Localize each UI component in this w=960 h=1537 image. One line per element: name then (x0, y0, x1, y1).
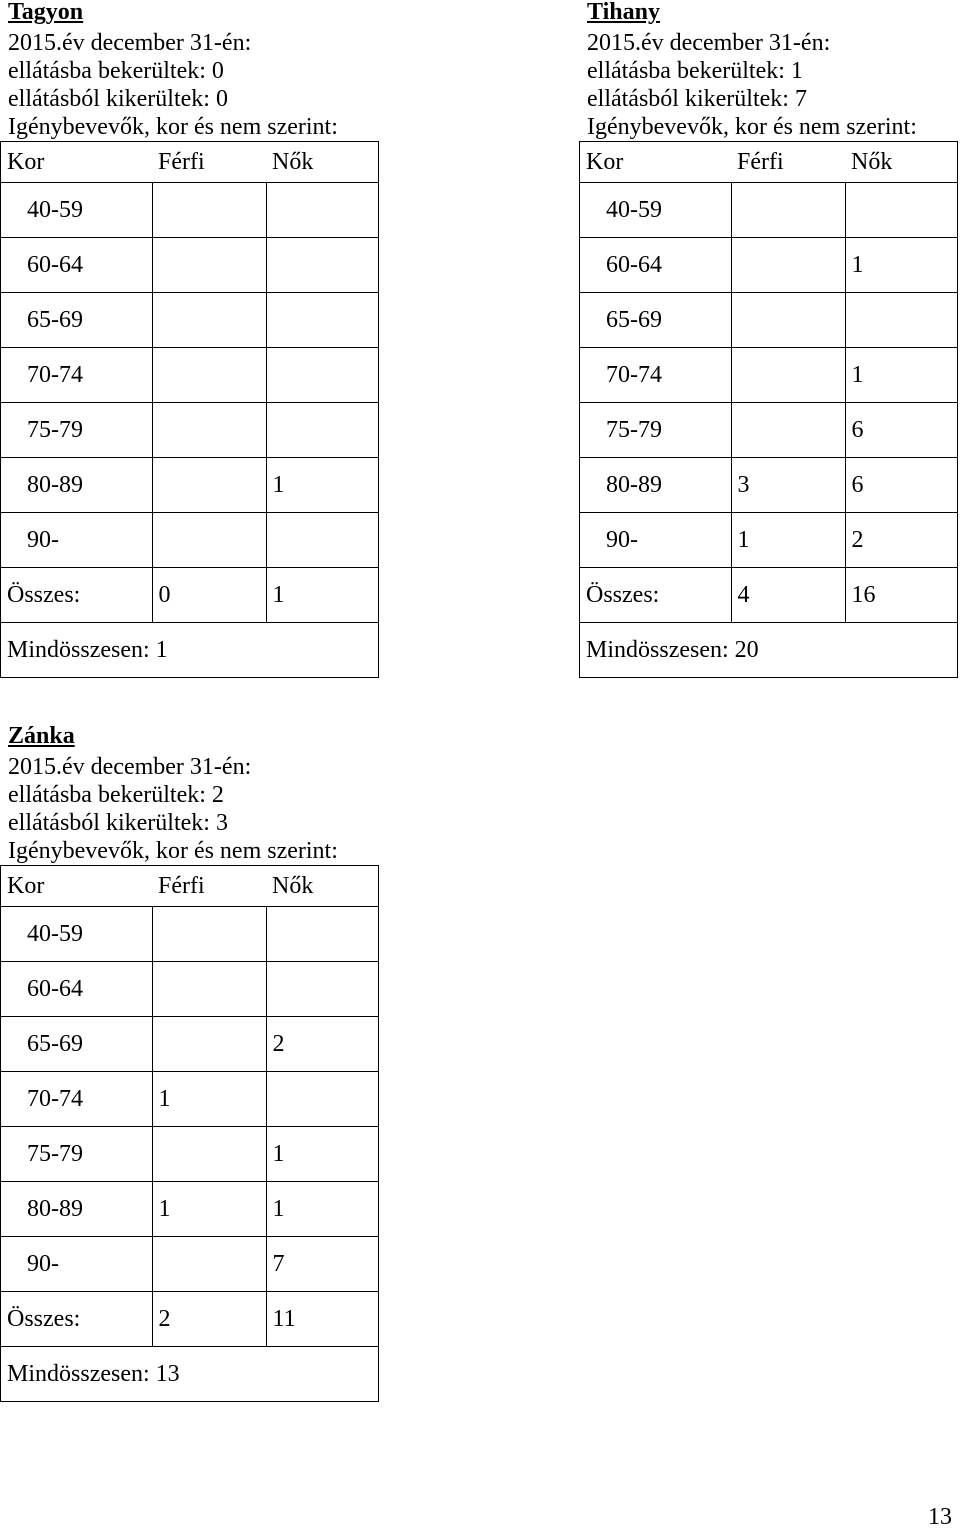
female-cell: 1 (266, 458, 379, 513)
male-cell (152, 458, 266, 513)
female-cell: 6 (845, 403, 958, 458)
male-cell (152, 962, 266, 1017)
male-cell (152, 238, 266, 293)
table-row (580, 293, 958, 348)
table-row (580, 513, 958, 568)
age-gender-table (0, 865, 379, 1402)
table-header-row (580, 142, 958, 183)
table-row (580, 348, 958, 403)
total-female: 16 (845, 568, 958, 623)
table-row (1, 513, 379, 568)
age-cell: 90- (1, 1237, 153, 1292)
female-cell (266, 907, 379, 962)
male-cell (152, 513, 266, 568)
table-row (1, 458, 379, 513)
male-cell (152, 1017, 266, 1072)
header-male: Férfi (152, 142, 266, 183)
table-row (1, 1237, 379, 1292)
table-row (580, 458, 958, 513)
table-row (1, 403, 379, 458)
female-cell (845, 183, 958, 238)
table-header-row (1, 866, 379, 907)
age-cell: 60-64 (1, 962, 153, 1017)
age-cell: 70-74 (1, 348, 153, 403)
table-row (1, 293, 379, 348)
age-cell: 40-59 (580, 183, 732, 238)
male-cell (152, 1127, 266, 1182)
female-cell (266, 238, 379, 293)
age-cell: 70-74 (1, 1072, 153, 1127)
male-cell: 3 (731, 458, 845, 513)
date-line: 2015.év december 31-én: (8, 30, 252, 56)
male-cell (152, 403, 266, 458)
total-row (1, 1292, 379, 1347)
table-row (1, 238, 379, 293)
total-male: 2 (152, 1292, 266, 1347)
table-row (1, 348, 379, 403)
entered-line: ellátásba bekerültek: 0 (8, 58, 224, 84)
grand-total: Mindösszesen: 1 (1, 623, 379, 678)
table-row (1, 1127, 379, 1182)
female-cell (266, 513, 379, 568)
header-female: Nők (845, 142, 958, 183)
total-label: Összes: (580, 568, 732, 623)
age-cell: 40-59 (1, 183, 153, 238)
total-row (1, 568, 379, 623)
settlement-section-1 (579, 0, 941, 678)
grand-total-row (580, 623, 958, 678)
settlement-section-0 (0, 0, 362, 678)
female-cell (266, 293, 379, 348)
male-cell (152, 1237, 266, 1292)
total-row (580, 568, 958, 623)
female-cell (266, 183, 379, 238)
table-row (1, 183, 379, 238)
age-cell: 65-69 (1, 1017, 153, 1072)
table-row (1, 1182, 379, 1237)
total-female: 1 (266, 568, 379, 623)
entered-line: ellátásba bekerültek: 1 (587, 58, 803, 84)
male-cell (731, 403, 845, 458)
settlement-title: Zánka (8, 723, 75, 749)
settlement-section-2 (0, 724, 362, 1402)
age-cell: 65-69 (580, 293, 732, 348)
grand-total-row (1, 1347, 379, 1402)
male-cell (731, 238, 845, 293)
header-male: Férfi (731, 142, 845, 183)
header-female: Nők (266, 142, 379, 183)
age-cell: 80-89 (580, 458, 732, 513)
female-cell: 1 (266, 1127, 379, 1182)
male-cell (152, 907, 266, 962)
table-row (1, 907, 379, 962)
age-cell: 60-64 (580, 238, 732, 293)
header-age: Kor (1, 142, 153, 183)
male-cell (152, 348, 266, 403)
table-row (580, 183, 958, 238)
total-male: 0 (152, 568, 266, 623)
male-cell: 1 (152, 1072, 266, 1127)
male-cell: 1 (152, 1182, 266, 1237)
recipients-line: Igénybevevők, kor és nem szerint: (8, 838, 338, 864)
table-header-row (1, 142, 379, 183)
settlement-title: Tihany (587, 0, 660, 25)
date-line: 2015.év december 31-én: (587, 30, 831, 56)
female-cell: 2 (845, 513, 958, 568)
female-cell (845, 293, 958, 348)
header-male: Férfi (152, 866, 266, 907)
female-cell: 2 (266, 1017, 379, 1072)
header-female: Nők (266, 866, 379, 907)
age-cell: 70-74 (580, 348, 732, 403)
table-row (1, 962, 379, 1017)
left-line: ellátásból kikerültek: 7 (587, 86, 807, 112)
age-cell: 80-89 (1, 1182, 153, 1237)
female-cell (266, 348, 379, 403)
recipients-line: Igénybevevők, kor és nem szerint: (8, 114, 338, 140)
male-cell (731, 183, 845, 238)
age-gender-table (0, 141, 379, 678)
left-line: ellátásból kikerültek: 3 (8, 810, 228, 836)
header-age: Kor (580, 142, 732, 183)
age-cell: 90- (580, 513, 732, 568)
total-label: Összes: (1, 568, 153, 623)
female-cell (266, 1072, 379, 1127)
age-cell: 65-69 (1, 293, 153, 348)
male-cell: 1 (731, 513, 845, 568)
female-cell: 1 (845, 348, 958, 403)
total-label: Összes: (1, 1292, 153, 1347)
total-male: 4 (731, 568, 845, 623)
table-row (1, 1072, 379, 1127)
grand-total-row (1, 623, 379, 678)
age-gender-table (579, 141, 958, 678)
total-female: 11 (266, 1292, 379, 1347)
male-cell (152, 293, 266, 348)
male-cell (731, 348, 845, 403)
age-cell: 75-79 (1, 1127, 153, 1182)
age-cell: 80-89 (1, 458, 153, 513)
recipients-line: Igénybevevők, kor és nem szerint: (587, 114, 917, 140)
female-cell: 6 (845, 458, 958, 513)
table-row (1, 1017, 379, 1072)
entered-line: ellátásba bekerültek: 2 (8, 782, 224, 808)
grand-total: Mindösszesen: 13 (1, 1347, 379, 1402)
age-cell: 75-79 (580, 403, 732, 458)
male-cell (152, 183, 266, 238)
settlement-title: Tagyon (8, 0, 84, 25)
female-cell: 1 (266, 1182, 379, 1237)
female-cell (266, 403, 379, 458)
table-row (580, 403, 958, 458)
table-row (580, 238, 958, 293)
date-line: 2015.év december 31-én: (8, 754, 252, 780)
female-cell: 7 (266, 1237, 379, 1292)
male-cell (731, 293, 845, 348)
page-number: 13 (928, 1504, 952, 1530)
left-line: ellátásból kikerültek: 0 (8, 86, 228, 112)
age-cell: 60-64 (1, 238, 153, 293)
female-cell: 1 (845, 238, 958, 293)
female-cell (266, 962, 379, 1017)
age-cell: 90- (1, 513, 153, 568)
age-cell: 40-59 (1, 907, 153, 962)
header-age: Kor (1, 866, 153, 907)
age-cell: 75-79 (1, 403, 153, 458)
grand-total: Mindösszesen: 20 (580, 623, 958, 678)
